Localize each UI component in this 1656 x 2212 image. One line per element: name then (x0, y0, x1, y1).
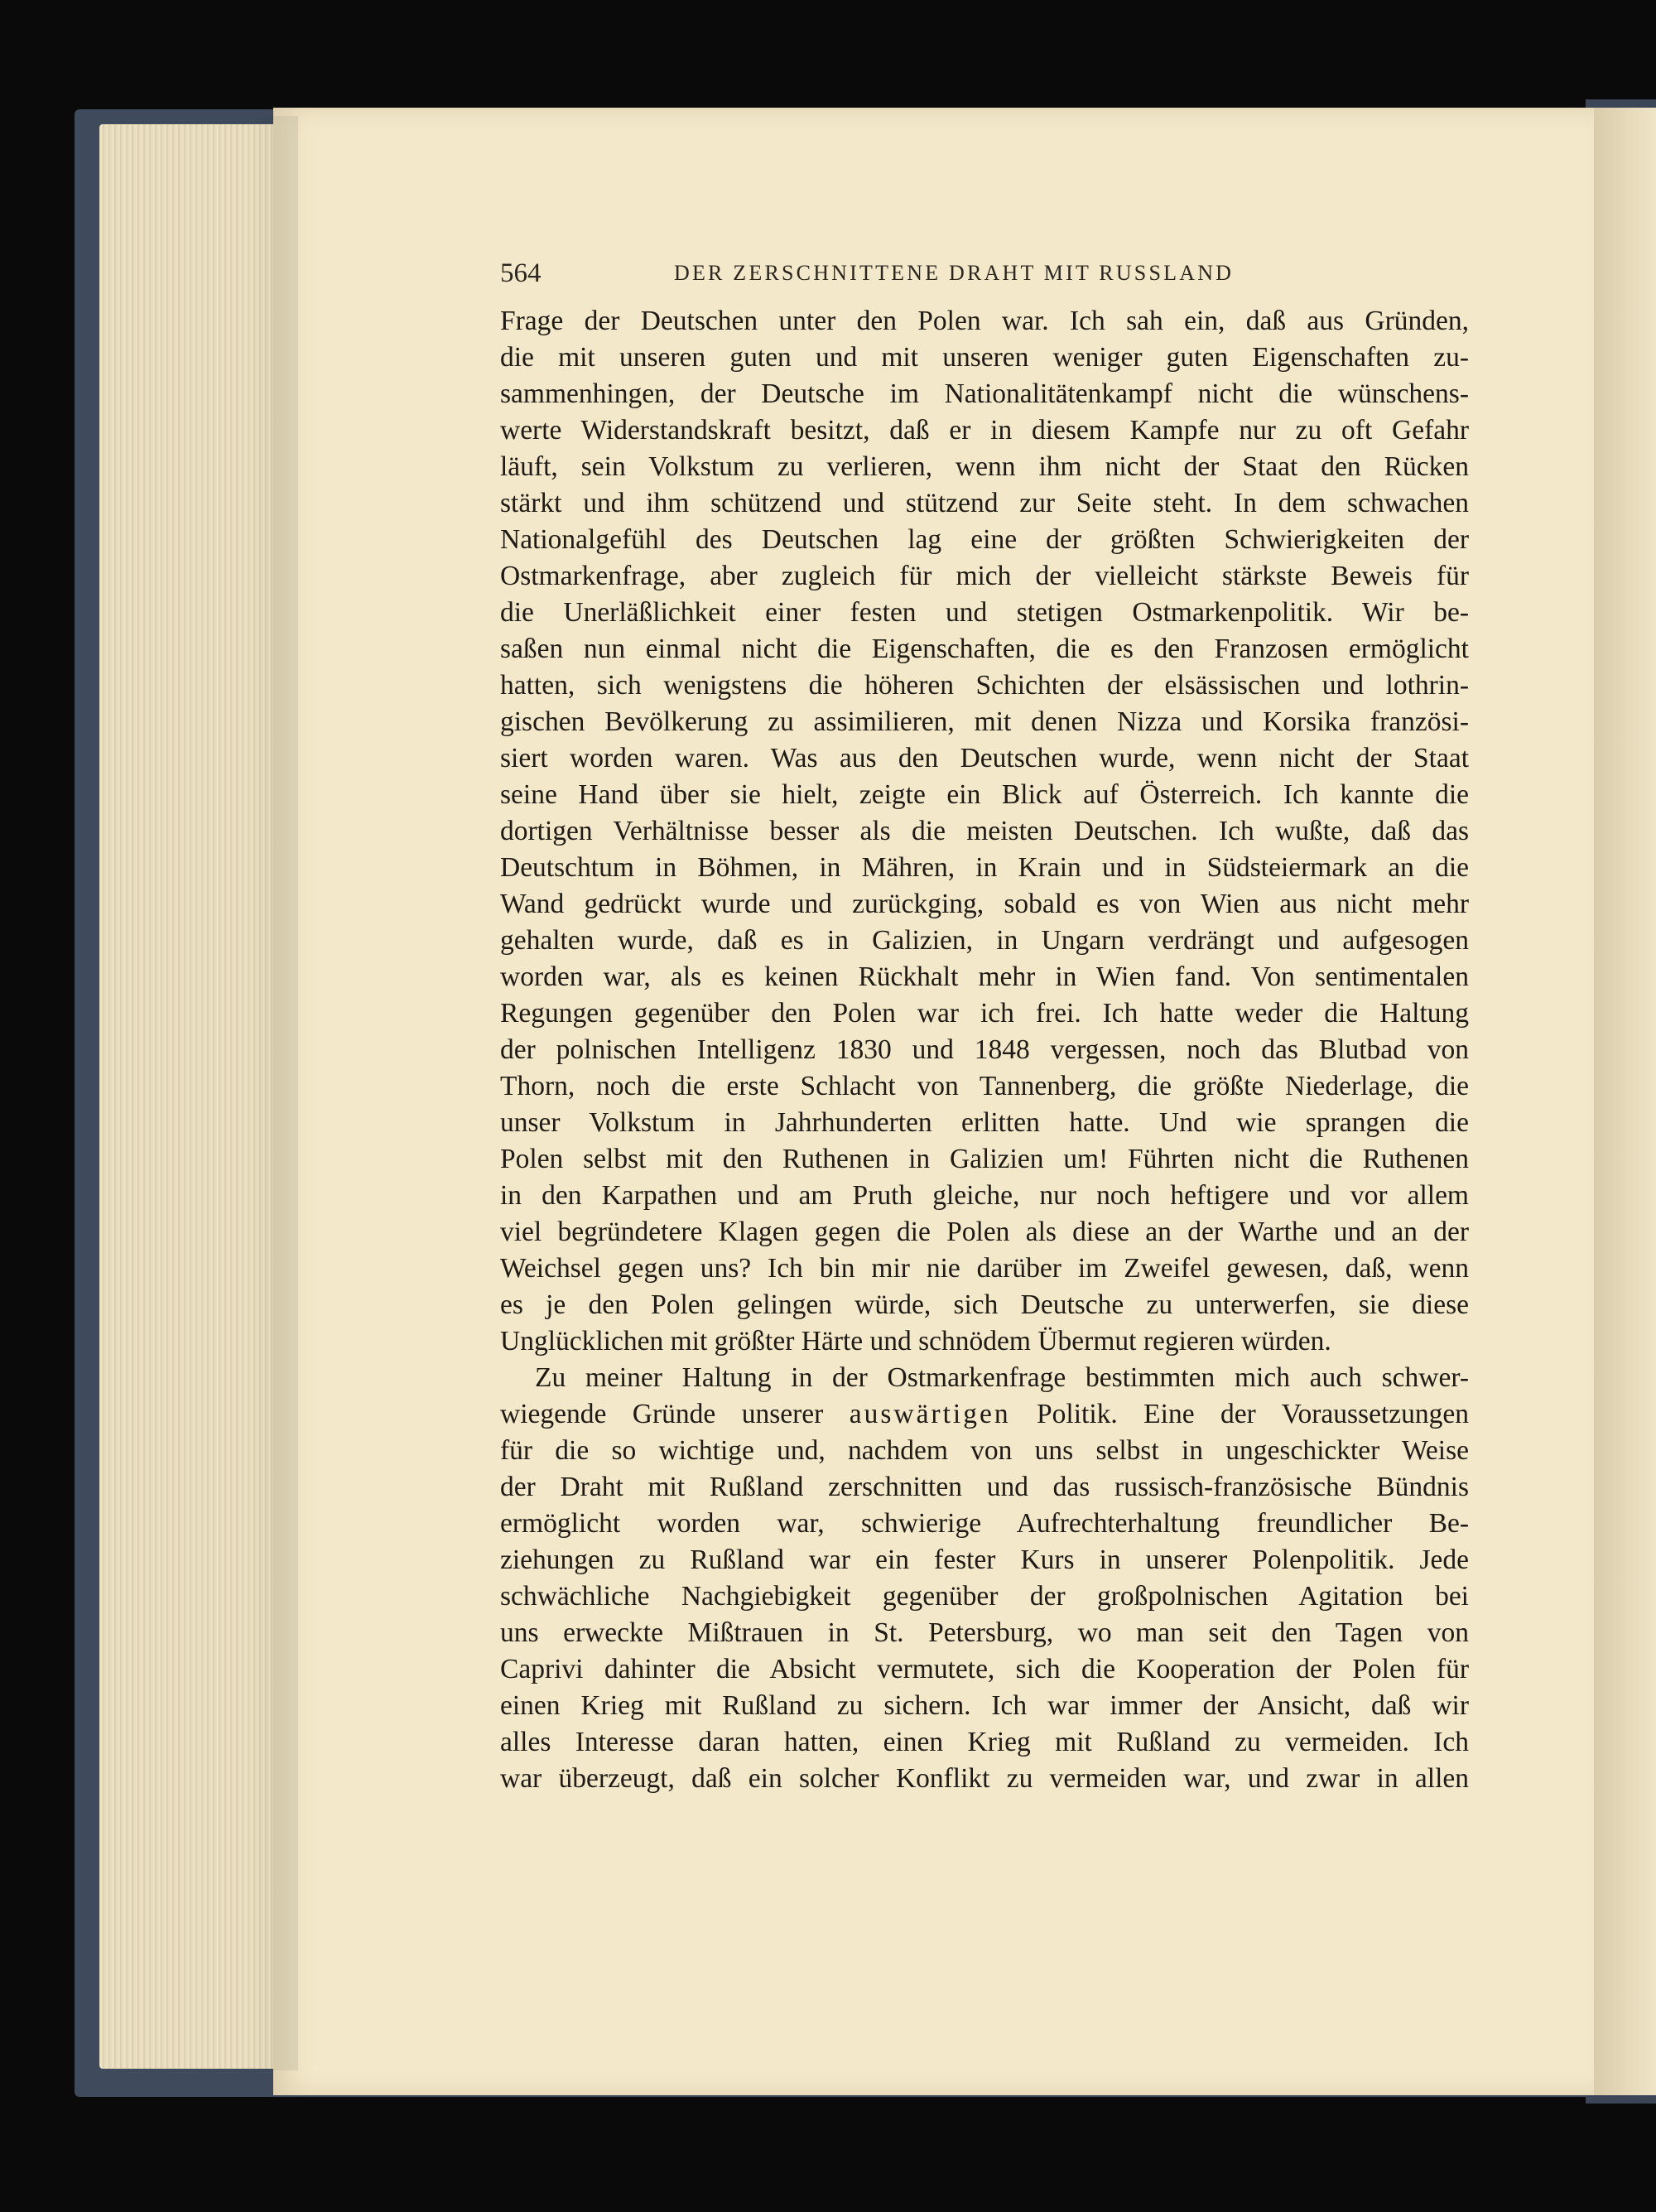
text-line: Weichsel gegen uns? Ich bin mir nie darüber im Zweifel gewesen, daß, wenn (500, 1253, 1469, 1284)
text-line: es je den Polen gelingen würde, sich Deutsche zu unterwerfen, sie diese (500, 1289, 1469, 1320)
text-line: worden war, als es keinen Rückhalt mehr in Wien fand. Von sentimentalen (500, 961, 1469, 992)
text-line: für die so wichtige und, nachdem von uns selbst in ungeschickter Weise (500, 1435, 1469, 1466)
text-line: stärkt und ihm schützend und stützend zur Seite steht. In dem schwachen (500, 488, 1469, 518)
text-line: dortigen Verhältnisse besser als die meisten Deutschen. Ich wußte, daß das (500, 816, 1469, 846)
text-line: viel begründetere Klagen gegen die Polen als diese an der Warthe und an der (500, 1217, 1469, 1247)
text-line: die Unerläßlichkeit einer festen und stetigen Ostmarkenpolitik. Wir be- (500, 597, 1469, 628)
text-line: läuft, sein Volkstum zu verlieren, wenn ihm nicht der Staat den Rücken (500, 451, 1469, 482)
text-line: Frage der Deutschen unter den Polen war. Ich sah ein, daß aus Gründen, (500, 306, 1469, 336)
text-line: Thorn, noch die erste Schlacht von Tannenberg, die größte Niederlage, die (500, 1071, 1469, 1101)
paragraph-first-line: Zu meiner Haltung in der Ostmarkenfrage bestimmten mich auch schwer- (535, 1362, 1469, 1393)
text-line: Ostmarkenfrage, aber zugleich für mich der vielleicht stärkste Beweis für (500, 561, 1469, 591)
text-line: Regungen gegenüber den Polen war ich frei. Ich hatte weder die Haltung (500, 998, 1469, 1029)
text-line: schwächliche Nachgiebigkeit gegenüber der großpolnischen Agitation bei (500, 1581, 1469, 1612)
text-line: Wand gedrückt wurde und zurückging, sobald es von Wien aus nicht mehr (500, 889, 1469, 919)
page-number: 564 (500, 258, 542, 288)
text-line: sammenhingen, der Deutsche im Nationalitätenkampf nicht die wünschens- (500, 378, 1469, 409)
body-text (500, 303, 1469, 1797)
text-line: Unglücklichen mit größter Härte und schnödem Übermut regieren würden. (500, 1326, 1331, 1357)
running-head (500, 255, 1469, 292)
text-line: Deutschtum in Böhmen, in Mähren, in Krain und in Südsteiermark an die (500, 852, 1469, 883)
text-line: hatten, sich wenigstens die höheren Schichten der elsässischen und lothrin- (500, 670, 1469, 701)
text-line: alles Interesse daran hatten, einen Krieg mit Rußland zu vermeiden. Ich (500, 1727, 1469, 1757)
text-line: Nationalgefühl des Deutschen lag eine der größten Schwierigkeiten der (500, 524, 1469, 555)
gutter-shadow (248, 116, 298, 2070)
facing-page-edge (1594, 108, 1656, 2095)
text-line-with-emphasis (500, 1396, 1469, 1433)
text-run: wiegende Gründe unserer (500, 1399, 824, 1429)
text-line: uns erweckte Mißtrauen in St. Petersburg, wo man seit den Tagen von (500, 1617, 1469, 1648)
text-line: ziehungen zu Rußland war ein fester Kurs in unserer Polenpolitik. Jede (500, 1545, 1469, 1575)
text-line: der Draht mit Rußland zerschnitten und das russisch-französische Bündnis (500, 1472, 1469, 1502)
text-run: Politik. Eine der Voraussetzungen (1037, 1399, 1469, 1429)
text-line: gischen Bevölkerung zu assimilieren, mit denen Nizza und Korsika französi- (500, 706, 1469, 737)
text-line: werte Widerstandskraft besitzt, daß er in diesem Kampfe nur zu oft Gefahr (500, 415, 1469, 446)
text-line: gehalten wurde, daß es in Galizien, in Ungarn verdrängt und aufgesogen (500, 925, 1469, 956)
text-line: der polnischen Intelligenz 1830 und 1848 vergessen, noch das Blutbad von (500, 1034, 1469, 1065)
text-line: war überzeugt, daß ein solcher Konflikt zu vermeiden war, und zwar in allen (500, 1763, 1469, 1794)
text-line: in den Karpathen und am Pruth gleiche, nur noch heftigere und vor allem (500, 1180, 1469, 1211)
text-line: seine Hand über sie hielt, zeigte ein Blick auf Österreich. Ich kannte die (500, 779, 1469, 810)
text-line: unser Volkstum in Jahrhunderten erlitten hatte. Und wie sprangen die (500, 1107, 1469, 1138)
text-line: Caprivi dahinter die Absicht vermutete, sich die Kooperation der Polen für (500, 1654, 1469, 1684)
text-line: die mit unseren guten und mit unseren weniger guten Eigenschaften zu- (500, 342, 1469, 373)
chapter-title: DER ZERSCHNITTENE DRAHT MIT RUSSLAND (674, 261, 1235, 285)
text-line: ermöglicht worden war, schwierige Aufrechterhaltung freundlicher Be- (500, 1508, 1469, 1539)
text-line: saßen nun einmal nicht die Eigenschaften, die es den Franzosen ermöglicht (500, 634, 1469, 664)
text-line: Polen selbst mit den Ruthenen in Galizien um! Führten nicht die Ruthenen (500, 1144, 1469, 1174)
emphasized-word: auswärtigen (849, 1399, 1011, 1429)
text-line: siert worden waren. Was aus den Deutschen wurde, wenn nicht der Staat (500, 743, 1469, 773)
text-line: einen Krieg mit Rußland zu sichern. Ich war immer der Ansicht, daß wir (500, 1690, 1469, 1721)
